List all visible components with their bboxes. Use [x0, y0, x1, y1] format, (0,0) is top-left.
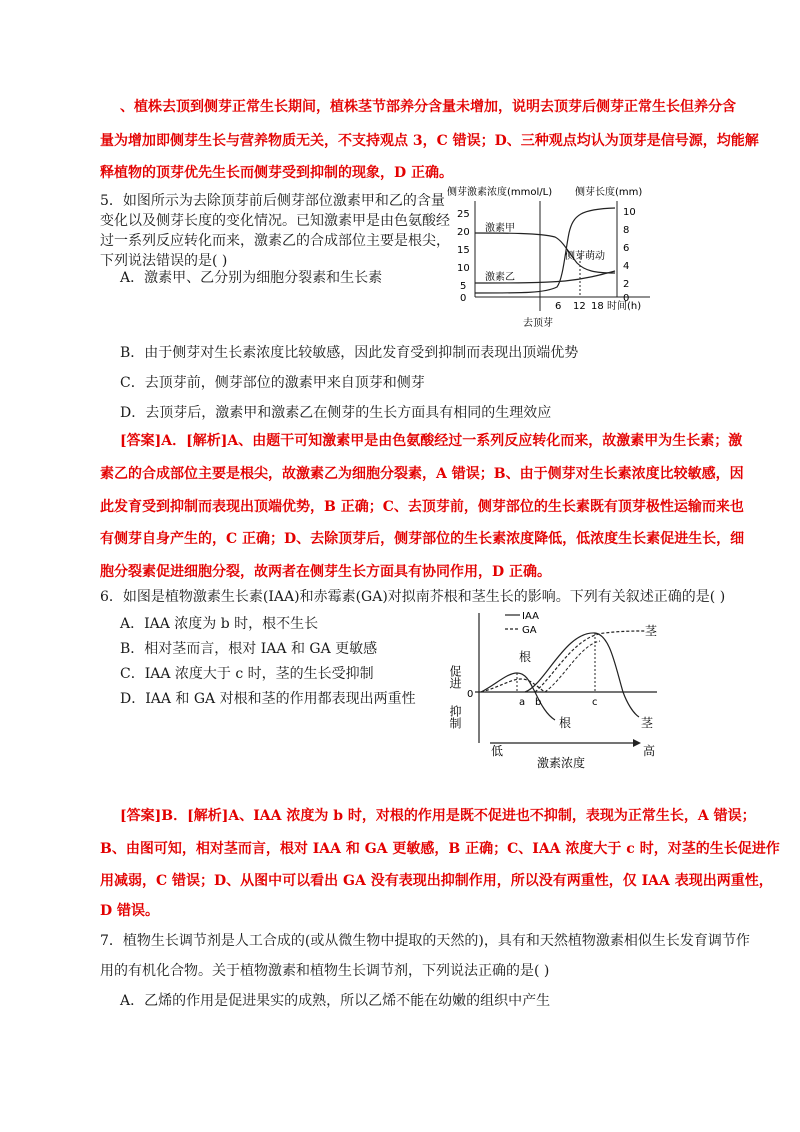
q5-answer-line: [答案]A．[解析]A、由题干可知激素甲是由色氨酸经过一系列反应转化而来，故激素甲为生长素；激	[120, 433, 743, 449]
q6-label-root-bottom: 根	[559, 716, 572, 730]
q5-option-d: D．去顶芽后，激素甲和激素乙在侧芽的生长方面具有相同的生理效应	[120, 405, 552, 421]
q6-answer-line: 用减弱，C 错误；D、从图中可以看出 GA 没有表现出抑制作用，所以没有两重性，仅 IAA 表现出两重性，	[100, 873, 773, 889]
q6-low: 低	[491, 744, 504, 758]
q6-a: a	[519, 697, 526, 708]
q5-option-a: A．激素甲、乙分别为细胞分裂素和生长素	[120, 270, 383, 286]
q5-left-axis-title: 侧芽激素浓度(mmol/L)	[447, 187, 553, 198]
q5-stem-line: 下列说法错误的是( )	[100, 253, 228, 269]
q7-option-a: A．乙烯的作用是促进果实的成熟，所以乙烯不能在幼嫩的组织中产生	[120, 993, 551, 1009]
q5-answer-line: 素乙的合成部位主要是根尖，故激素乙为细胞分裂素，A 错误；B、由于侧芽对生长素浓度比较敏感，因	[100, 466, 744, 482]
q5-left-tick: 20	[457, 227, 470, 238]
q5-right-tick: 4	[623, 261, 630, 272]
q6-label-root-top: 根	[519, 650, 532, 664]
q5-x-tick: 6	[555, 301, 562, 312]
q5-label-cut: 去顶芽	[523, 318, 553, 329]
answer-line: 释植物的顶芽优先生长而侧芽受到抑制的现象，D 正确。	[100, 165, 454, 181]
q6-label-promote: 促进	[448, 665, 462, 689]
q6-zero: 0	[467, 689, 474, 700]
q5-answer-line: 此发育受到抑制而表现出顶端优势，B 正确；C、去顶芽前，侧芽部位的生长素既有顶芽极性运输而来也	[100, 499, 744, 515]
q5-stem-line: 过一系列反应转化而来，激素乙的合成部位主要是根尖，	[100, 233, 450, 249]
q6-answer-line: B、由图可知，相对茎而言，根对 IAA 和 GA 更敏感，B 正确；C、IAA 浓度大于 c 时，对茎的生长促进作	[100, 841, 780, 857]
q5-x-tick: 18	[591, 301, 604, 312]
q6-option-b: B．相对茎而言，根对 IAA 和 GA 更敏感	[120, 641, 378, 657]
q5-left-tick: 10	[457, 263, 470, 274]
q5-stem-line: 变化以及侧芽长度的变化情况。已知激素甲是由色氨酸经	[100, 213, 450, 229]
q5-right-tick: 8	[623, 225, 630, 236]
q6-label-inhibit: 抑制	[448, 705, 462, 729]
q5-stem-line: 5．如图所示为去除顶芽前后侧芽部位激素甲和乙的含量	[100, 193, 445, 209]
q5-label-bud: 侧芽萌动	[565, 251, 605, 262]
q5-right-tick: 0	[623, 293, 630, 304]
q6-high: 高	[643, 744, 656, 758]
q5-option-b: B．由于侧芽对生长素浓度比较敏感，因此发育受到抑制而表现出顶端优势	[120, 345, 579, 361]
q5-x-tick: 12	[573, 301, 586, 312]
q6-stem: 6．如图是植物激素生长素(IAA)和赤霉素(GA)对拟南芥根和茎生长的影响。下列有关叙述正确的是( )	[100, 589, 726, 605]
q5-x-unit: 时间(h)	[607, 301, 642, 312]
q5-left-tick: 0	[460, 293, 467, 304]
q6-option-d: D．IAA 和 GA 对根和茎的作用都表现出两重性	[120, 691, 416, 707]
q5-right-tick: 6	[623, 243, 630, 254]
q5-answer-line: 有侧芽自身产生的，C 正确；D、去除顶芽后，侧芽部位的生长素浓度降低，低浓度生长素促进生长，细	[100, 531, 745, 547]
q6-legend-ga: GA	[522, 625, 537, 636]
q6-label-stem-bottom: 茎	[641, 716, 654, 730]
q6-b: b	[535, 697, 542, 708]
q5-left-tick: 5	[460, 281, 467, 292]
q5-label-yi: 激素乙	[485, 272, 515, 283]
answer-line: 量为增加即侧芽生长与营养物质无关，不支持观点 3，C 错误；D、三种观点均认为顶芽是信号源，均能解	[100, 133, 759, 149]
q6-label-stem-top: 茎	[645, 624, 658, 638]
q5-right-tick: 2	[623, 279, 630, 290]
q6-option-a: A．IAA 浓度为 b 时，根不生长	[120, 616, 319, 632]
q7-stem-line: 用的有机化合物。关于植物激素和植物生长调节剂，下列说法正确的是( )	[100, 963, 550, 979]
q5-left-tick: 15	[457, 245, 470, 256]
q5-figure	[445, 183, 685, 333]
q6-answer-line: [答案]B．[解析]A、IAA 浓度为 b 时，对根的作用是既不促进也不抑制，表现为正常生长，A 错误；	[120, 808, 756, 824]
q6-legend-iaa: IAA	[522, 611, 539, 622]
q5-right-axis-title: 侧芽长度(mm)	[575, 187, 643, 198]
q5-option-c: C．去顶芽前，侧芽部位的激素甲来自顶芽和侧芽	[120, 375, 425, 391]
q5-answer-line: 胞分裂素促进细胞分裂，故两者在侧芽生长方面具有协同作用，D 正确。	[100, 564, 552, 580]
q6-answer-line: D 错误。	[100, 903, 160, 919]
q6-x-title: 激素浓度	[537, 756, 586, 770]
answer-line: 、植株去顶到侧芽正常生长期间，植株茎节部养分含量未增加，说明去顶芽后侧芽正常生长但养分含	[120, 99, 736, 115]
q5-left-tick: 25	[457, 209, 470, 220]
q7-stem-line: 7．植物生长调节剂是人工合成的(或从微生物中提取的天然的)，具有和天然植物激素相似生长发育调节作	[100, 933, 750, 949]
q5-right-tick: 10	[623, 207, 636, 218]
q5-label-jia: 激素甲	[485, 223, 515, 234]
q6-figure	[445, 605, 670, 770]
q6-c: c	[592, 697, 598, 708]
q6-option-c: C．IAA 浓度大于 c 时，茎的生长受抑制	[120, 666, 374, 682]
